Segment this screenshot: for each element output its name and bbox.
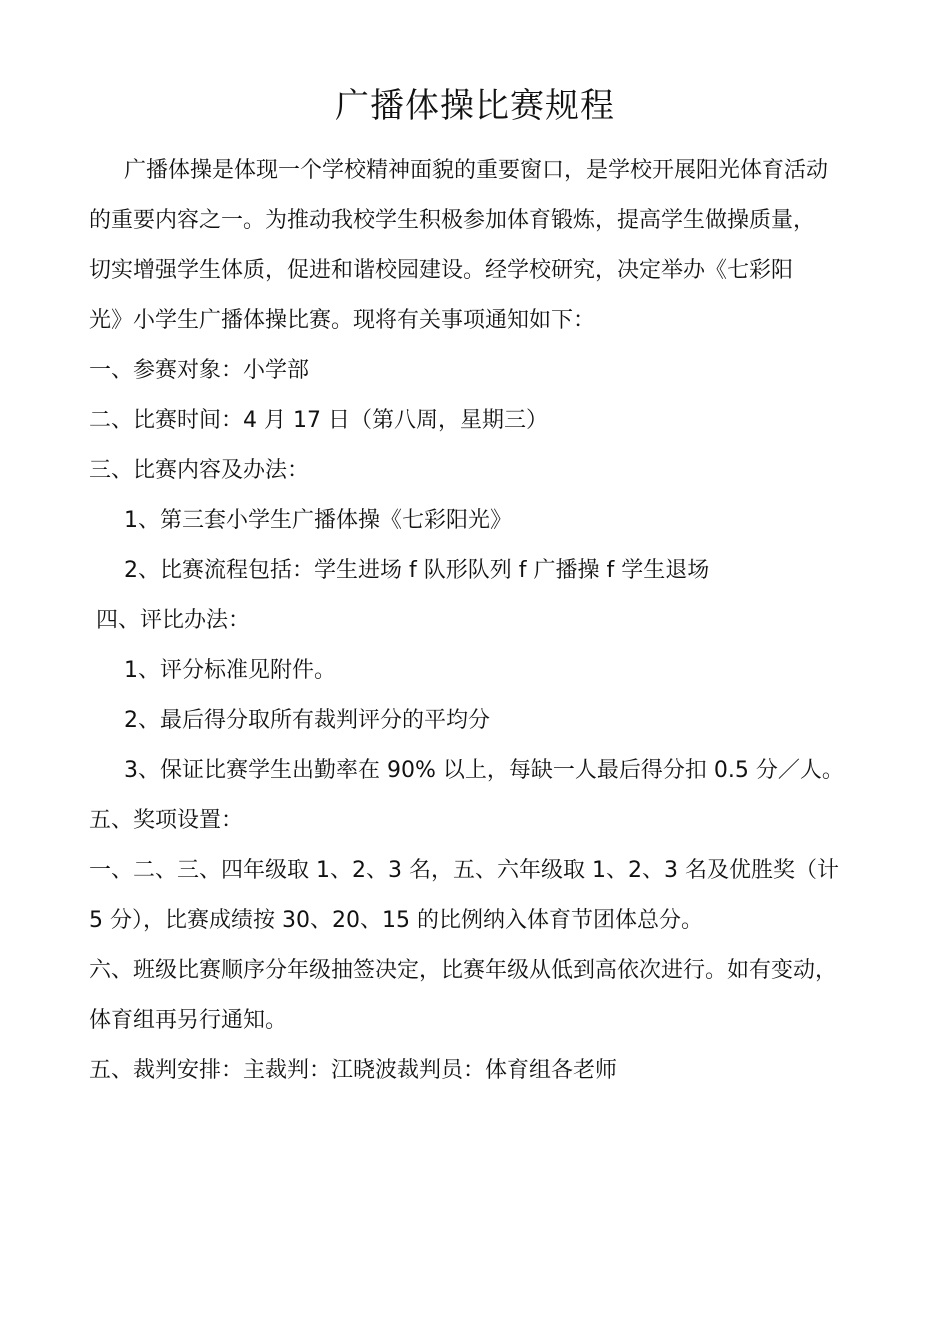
- intro-line-4: 光》小学生广播体操比赛。现将有关事项通知如下：: [89, 308, 596, 333]
- intro-line-2: 的重要内容之一。为推动我校学生积极参加体育锻炼，提高学生做操质量，: [89, 208, 816, 233]
- intro-line-3: 切实增强学生体质，促进和谐校园建设。经学校研究，决定举办《七彩阳: [89, 258, 794, 283]
- content-item-2: 2、比赛流程包括：学生进场 f 队形队列 f 广播操 f 学生退场: [124, 558, 710, 583]
- section-participants: 一、参赛对象：小学部: [89, 358, 310, 383]
- intro-line-1: 广播体操是体现一个学校精神面貌的重要窗口，是学校开展阳光体育活动: [124, 158, 829, 183]
- order-line-2: 体育组再另行通知。: [89, 1008, 288, 1033]
- section-judging-heading: 四、评比办法：: [96, 608, 251, 633]
- judging-item-3: 3、保证比赛学生出勤率在 90% 以上，每缺一人最后得分扣 0.5 分／人。: [124, 758, 844, 783]
- awards-line-2: 5 分），比赛成绩按 30、20、15 的比例纳入体育节团体总分。: [89, 908, 703, 933]
- section-time: 二、比赛时间：4 月 17 日（第八周，星期三）: [89, 408, 548, 433]
- judging-item-1: 1、评分标准见附件。: [124, 658, 336, 683]
- awards-line-1: 一、二、三、四年级取 1、2、3 名，五、六年级取 1、2、3 名及优胜奖（计: [89, 858, 839, 883]
- section-awards-heading: 五、奖项设置：: [89, 808, 244, 833]
- judging-item-2: 2、最后得分取所有裁判评分的平均分: [124, 708, 490, 733]
- order-line-1: 六、班级比赛顺序分年级抽签决定，比赛年级从低到高依次进行。如有变动，: [89, 958, 838, 983]
- document-title: 广播体操比赛规程: [335, 86, 615, 126]
- section-content-heading: 三、比赛内容及办法：: [89, 458, 310, 483]
- content-item-1: 1、第三套小学生广播体操《七彩阳光》: [124, 508, 512, 533]
- section-referees: 五、裁判安排：主裁判：江晓波裁判员：体育组各老师: [89, 1058, 618, 1083]
